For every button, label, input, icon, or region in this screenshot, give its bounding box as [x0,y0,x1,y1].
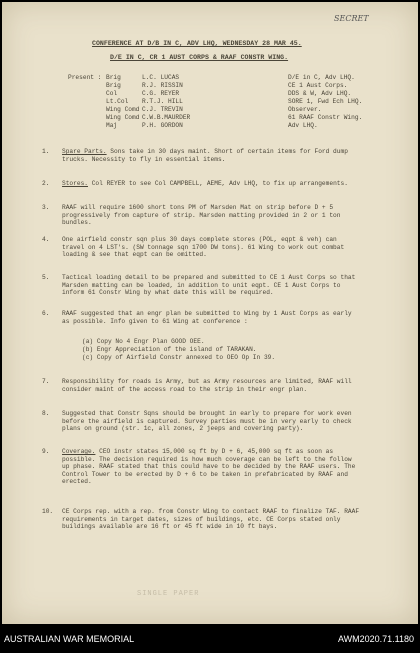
attendee-role: SORE 1, Fwd Ech LHQ. [288,98,363,105]
heading-secondary: D/E IN C, CR 1 AUST CORPS & RAAF CONSTR WING. [110,54,289,61]
paragraph-text: RAAF suggested that an engr plan be submitted to Wing by 1 Aust Corps as early as possible. Info given to 61 Wing at conference : [62,310,352,325]
attendee-name: C.W.B.MAURDER [142,114,191,121]
attendee-row [106,74,406,82]
paragraph-number: 5. [42,274,50,281]
attendee-role: Adv LHQ. [288,122,318,129]
attendee-name: L.C. LUCAS [142,74,180,81]
security-marking: SECRET [334,14,369,23]
paragraph-lead: Coverage. [62,448,96,455]
archive-footer [0,624,420,653]
attendee-row [106,114,406,122]
attendee-name: R.T.J. HILL [142,98,183,105]
attendee-name: R.J. RISSIN [142,82,183,89]
paragraph-number: 9. [42,448,50,455]
paragraph-text: One airfield constr sqn plus 30 days complete stores (POL, eqpt & veh) can travel on 4 LST's. (SW tonnage sqn 1700 DW tons). 61 Wing to work out combat loading & see that eqpt can be omitted. [62,236,345,259]
attendee-rank: Brig [106,82,121,89]
attendee-row [106,106,406,114]
sub-item: (a) Copy No 4 Engr Plan GOOD OEE. [82,338,205,345]
attendee-rank: Col [106,90,118,97]
paragraph-text: Responsibility for roads is Army, but as Army resources are limited, RAAF will consider maint of the access road to the strip in their engr plan. [62,378,352,393]
show-through-text: SINGLE PAPER [137,590,200,598]
paragraph-number: 4. [42,236,50,243]
footer-accession-number: AWM2020.71.1180 [337,634,414,644]
paragraph-text: Suggested that Constr Sqns should be brought in early to prepare for work even before the airfield is captured. Survey parties must be in very early to check plans on ground (str. 1c, all zones, 2 jeeps and covering party). [62,410,352,433]
paragraph-text: RAAF will require 1600 short tons PM of Marsden Mat on strip before D + 5 progressively from capture of strip. Marsden matting provided in 2 or 1 ton bundles. [62,204,341,227]
attendee-role: D/E in C, Adv LHQ. [288,74,355,81]
attendee-role: CE 1 Aust Corps. [288,82,348,89]
paragraph-number: 10. [42,508,54,515]
paragraph-number: 6. [42,310,50,317]
attendee-role: DDS & W, Adv LHQ. [288,90,352,97]
document-page [2,2,418,624]
footer-institution: AUSTRALIAN WAR MEMORIAL [4,634,135,644]
sub-item: (c) Copy of Airfield Constr annexed to OEO Op In 39. [82,354,276,361]
attendee-name: C.J. TREVIN [142,106,183,113]
paragraph-number: 8. [42,410,50,417]
paragraph-lead: Stores. [62,180,88,187]
attendee-rank: Wing Comd [106,114,140,121]
paragraph-number: 3. [42,204,50,211]
paragraph-number: 7. [42,378,50,385]
present-label: Present : [68,74,102,81]
attendee-role: Observer. [288,106,322,113]
attendee-row [106,90,406,98]
attendee-rank: Maj [106,122,118,129]
attendee-name: P.H. GORDON [142,122,183,129]
attendee-row [106,122,406,130]
attendee-name: C.G. REYER [142,90,180,97]
paragraph-text: Coverage. CEO instr states 15,000 sq ft by D + 6, 45,000 sq ft as soon as possible. The decision required is how much coverage can be left to the follow up phase. RAAF stated that this could have to be decided by the RAAF users. The Control Tower to be erected by D + 6 to be taken in prefabricated by RAAF and erected. [62,448,356,486]
attendee-rank: Brig [106,74,121,81]
paragraph-text: Stores. Col REYER to see Col CAMPBELL, AEME, Adv LHQ, to fix up arrangements. [62,180,348,187]
attendee-row [106,98,406,106]
paragraph-text: Spare Parts. Sons take in 30 days maint. Short of certain items for Ford dump trucks. Necessity to fly in essential items. [62,148,348,163]
paragraph-text: Tactical loading detail to be prepared and submitted to CE 1 Aust Corps so that Marsden matting can be loaded, in addition to unit eqpt. CE 1 Aust Corps to inform 61 Constr Wing by what date this will be required. [62,274,356,297]
sub-item: (b) Engr Appreciation of the island of TARAKAN. [82,346,257,353]
paragraph-number: 1. [42,148,50,155]
paragraph-number: 2. [42,180,50,187]
attendee-rank: Lt.Col [106,98,129,105]
paragraph-lead: Spare Parts. [62,148,107,155]
paragraph-text: CE Corps rep. with a rep. from Constr Wing to contact RAAF to finalize TAF. RAAF requirements in target dates, sizes of buildings, etc. CE Corps stated only buildings available are 16 ft or 45 ft wide in 10 ft bays. [62,508,360,531]
attendee-role: 61 RAAF Constr Wing. [288,114,363,121]
attendee-row [106,82,406,90]
heading-primary: CONFERENCE AT D/B IN C, ADV LHQ, WEDNESDAY 28 MAR 45. [92,40,302,47]
attendee-rank: Wing Comd [106,106,140,113]
